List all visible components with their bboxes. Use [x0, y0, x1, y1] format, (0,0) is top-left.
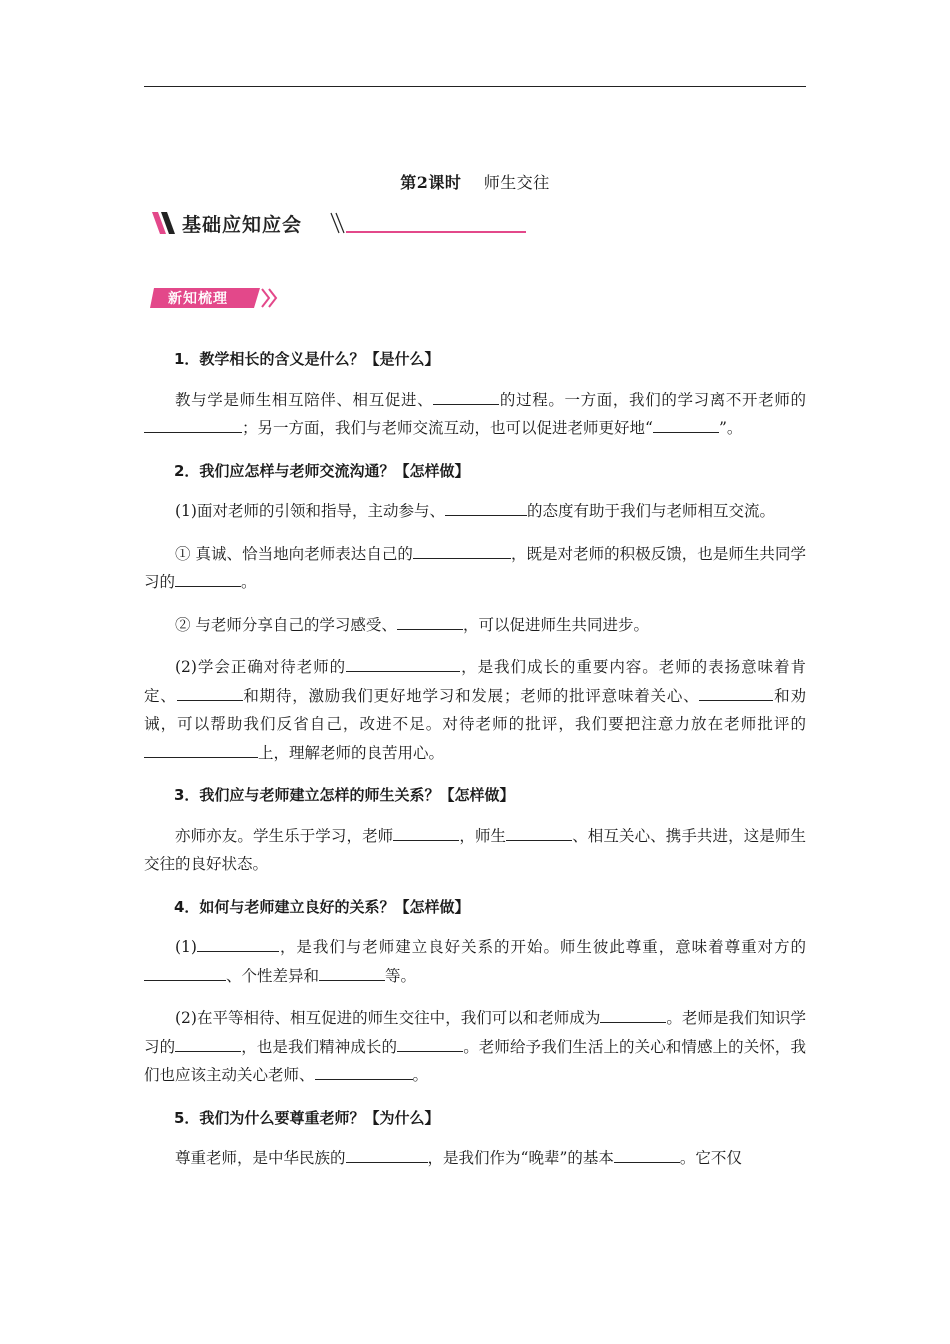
answer-paragraph: ② 与老师分享自己的学习感受、 ，可以促进师生共同进步。 [144, 611, 806, 640]
double-slash-thin-icon [328, 212, 348, 234]
answer-paragraph: (2)学会正确对待老师的 ，是我们成长的重要内容。老师的表扬意味着肯定、 和期待，激励我们更好地学习和发展；老师的批评意味着关心、 和劝诫，可以帮助我们反省自己，改进不足。对待老师的批评，我们要把注意力放在老师批评的上，理解老师的良苦用心。 [144, 653, 806, 767]
question-title: 3．我们应与老师建立怎样的师生关系？【怎样做】 [174, 786, 515, 804]
badge-label: 新知梳理 [168, 291, 228, 307]
answer-paragraph: 教与学是师生相互陪伴、相互促进、 的过程。一方面，我们的学习离不开老师的；另一方面，我们与老师交流互动，也可以促进老师更好地“ ”。 [144, 386, 806, 443]
fill-blank[interactable] [614, 1145, 680, 1163]
fill-blank[interactable] [346, 1145, 428, 1163]
fill-blank[interactable] [397, 1034, 463, 1052]
fill-blank[interactable] [144, 740, 258, 758]
question-title: 4．如何与老师建立良好的关系？【怎样做】 [174, 897, 470, 916]
fill-blank[interactable] [393, 823, 459, 841]
section-underline [346, 231, 526, 233]
fill-blank[interactable] [600, 1005, 666, 1023]
lesson-title [0, 170, 950, 193]
fill-blank[interactable] [397, 612, 463, 630]
fill-blank[interactable] [144, 415, 242, 433]
fill-blank[interactable] [177, 683, 243, 701]
header-rule [144, 86, 806, 87]
fill-blank[interactable] [653, 415, 719, 433]
answer-paragraph: ① 真诚、恰当地向老师表达自己的 ，既是对老师的积极反馈，也是师生共同学习的 。 [144, 540, 806, 597]
fill-blank[interactable] [445, 498, 527, 516]
double-slash-icon [150, 210, 178, 236]
fill-blank[interactable] [315, 1062, 413, 1080]
answer-paragraph: 亦师亦友。学生乐于学习，老师 ，师生 、相互关心、携手共进，这是师生交往的良好状态。 [144, 822, 806, 879]
section-header [150, 206, 550, 238]
question-title: 1．教学相长的含义是什么？【是什么】 [174, 350, 440, 368]
fill-blank[interactable] [346, 654, 460, 672]
fill-blank[interactable] [319, 963, 385, 981]
fill-blank[interactable] [699, 683, 773, 701]
answer-paragraph: (1)面对老师的引领和指导，主动参与、 的态度有助于我们与老师相互交流。 [144, 497, 806, 526]
fill-blank[interactable] [175, 1034, 241, 1052]
fill-blank[interactable] [433, 387, 499, 405]
badge-new-knowledge [150, 286, 280, 310]
fill-blank[interactable] [413, 541, 511, 559]
answer-paragraph: 尊重老师，是中华民族的 ，是我们作为“晚辈”的基本 。它不仅 [144, 1144, 806, 1173]
lesson-number: 第2课时 [400, 173, 462, 192]
fill-blank[interactable] [506, 823, 572, 841]
fill-blank[interactable] [197, 934, 279, 952]
answer-paragraph: (2)在平等相待、相互促进的师生交往中，我们可以和老师成为 。老师是我们知识学习的 ，也是我们精神成长的 。老师给予我们生活上的关心和情感上的关怀，我们也应该主动关心老师、 。 [144, 1004, 806, 1090]
fill-blank[interactable] [144, 963, 226, 981]
lesson-topic: 师生交往 [483, 173, 550, 192]
fill-blank[interactable] [175, 569, 241, 587]
question-title: 5．我们为什么要尊重老师？【为什么】 [174, 1108, 440, 1127]
question-list [144, 345, 806, 1187]
section-title: 基础应知应会 [182, 214, 303, 236]
question-title: 2．我们应怎样与老师交流沟通？【怎样做】 [174, 461, 470, 480]
answer-paragraph: (1) ，是我们与老师建立良好关系的开始。师生彼此尊重，意味着尊重对方的、个性差异和 等。 [144, 933, 806, 990]
